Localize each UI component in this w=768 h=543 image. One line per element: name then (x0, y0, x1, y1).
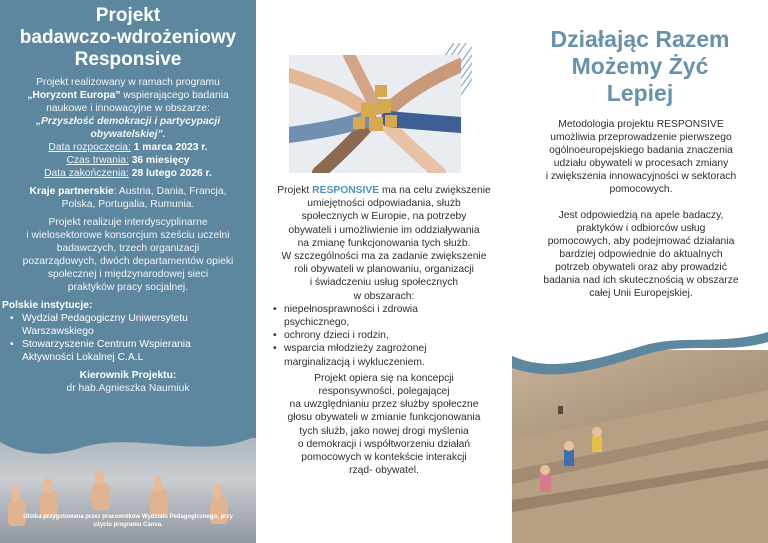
puzzle-hands-photo (289, 55, 461, 173)
project-dates (0, 141, 256, 180)
list-item: • niepełnosprawności i zdrowia psychicznego, (272, 303, 502, 329)
intro-line (0, 89, 256, 102)
area-line: obywatelskiej”. (90, 129, 166, 140)
program-name: „Horyzont Europa” (27, 90, 121, 101)
duration: Czas trwania: 36 miesięcy (66, 155, 190, 166)
end-date: Data zakończenia: 28 lutego 2026 r. (44, 168, 212, 179)
methodology-text: Metodologia projektu RESPONSIVE umożliwia przeprowadzenie pierwszego ogólnoeuropejskiego badania znaczenia udziału obywateli w procesach zmiany i zwiększenia innowacyjności w sektorach pomocowych. Jest odpowiedzią na apele badaczy, praktyków i odbiorców usług pomocowych, aby podejmować działania bardziej odpowiednie do aktualnych potrzeb obywateli oraz aby prowadzić badania nad ich skutecznością w obszarze całej Unii Europejskiej. (543, 119, 739, 299)
intro-line: naukowe i innowacyjne w obszarze: (46, 103, 210, 114)
title-line: badawczo-wdrożeniowy (19, 27, 237, 48)
start-date: Data rozpoczęcia: 1 marca 2023 r. (48, 142, 208, 153)
project-title (0, 0, 256, 71)
project-manager (0, 369, 256, 395)
program-intro (0, 76, 256, 141)
slogan-title: Działając Razem Możemy Żyć Lepiej (550, 26, 730, 106)
p1-first-line: Projekt RESPONSIVE ma na celu zwiększenie (277, 185, 491, 196)
list-item: • Wydział Pedagogiczny Uniwersytetu Warszawskiego (8, 312, 256, 338)
intro-text: wspierającego badania (123, 90, 229, 101)
partners-label: Kraje partnerskie (29, 186, 114, 197)
title-line: Responsive (74, 49, 182, 70)
project-description: Projekt RESPONSIVE ma na celu zwiększenie umiejętności odpowiadania, służb społecznych w Europie, na potrzeby obywateli i umożliwienie im oddziaływania na zmianę funkcjonowania tych służb. W szczególności ma za zadanie zwiększenie roli obywateli w planowaniu, organizacji i świadczeniu usług społecznych w obszarach: • niepełnosprawności i zdrowia psychicznego, • ochrony dzieci i rodzin, • wsparcia młodzieży zagrożonej marginalizacją i wykluczeniem. Projekt opiera się na koncepcji responsywności, polegającej na uwzględnianiu przez służby społeczne głosu obywateli w zmianie funkcjonowania tych służb, jako nowej drogi myślenia o demokracji i współtworzeniu działań pomocowych w kontekście interakcji rząd- obywatel. (266, 184, 502, 477)
consortium: Projekt realizuje interdyscyplinarne i wielosektorowe konsorcjum sześciu uczelni badawczych, trzech organizacji pozarządowych, dwóch departamentów opieki społecznej i międzynarodowej sieci praktyków pracy socjalnej. (22, 217, 234, 293)
institutions-list (0, 312, 256, 364)
areas-list (272, 303, 502, 369)
concept-paragraph: Projekt opiera się na koncepcji responsywności, polegającej na uwzględnianiu przez służby społeczne głosu obywateli w zmianie funkcjonowania tych służb, jako nowej drogi myślenia o demokracji i współtworzeniu działań pomocowych w kontekście interakcji rząd- obywatel. (287, 372, 481, 477)
title-line: Projekt (95, 5, 161, 26)
intro-line: Projekt realizowany w ramach programu (36, 77, 220, 88)
list-item: • Stowarzyszenie Centrum Wspierania Aktywności Lokalnej C.A.L (8, 338, 256, 364)
institutions-title: Polskie instytucje: (2, 300, 93, 311)
middle-panel (256, 0, 512, 543)
area-line: „Przyszłość demokracji i partycypacji (35, 116, 221, 127)
thumb-icon (92, 482, 110, 510)
list-item: • ochrony dzieci i rodzin, (272, 329, 502, 342)
wave-divider (512, 326, 768, 386)
manager-title: Kierownik Projektu: (79, 370, 177, 381)
left-panel (0, 0, 256, 543)
thumb-icon (150, 488, 168, 516)
puzzle-illustration (289, 55, 461, 173)
manager-name: dr hab.Agnieszka Naumiuk (66, 383, 190, 394)
partner-countries: Kraje partnerskie: Austria, Dania, Francja, Polska, Portugalia, Rumunia. (29, 186, 227, 210)
wave-divider (0, 428, 256, 462)
flyer-caption: Ulotka przygotowana przez pracowników Wydziału Pedagogicznego, przy użyciu programu Canva. (23, 514, 233, 528)
responsive-brand: RESPONSIVE (312, 185, 380, 196)
right-panel (512, 0, 768, 543)
list-item: • wsparcia młodzieży zagrożonej marginalizacją i wykluczeniem. (272, 342, 502, 368)
